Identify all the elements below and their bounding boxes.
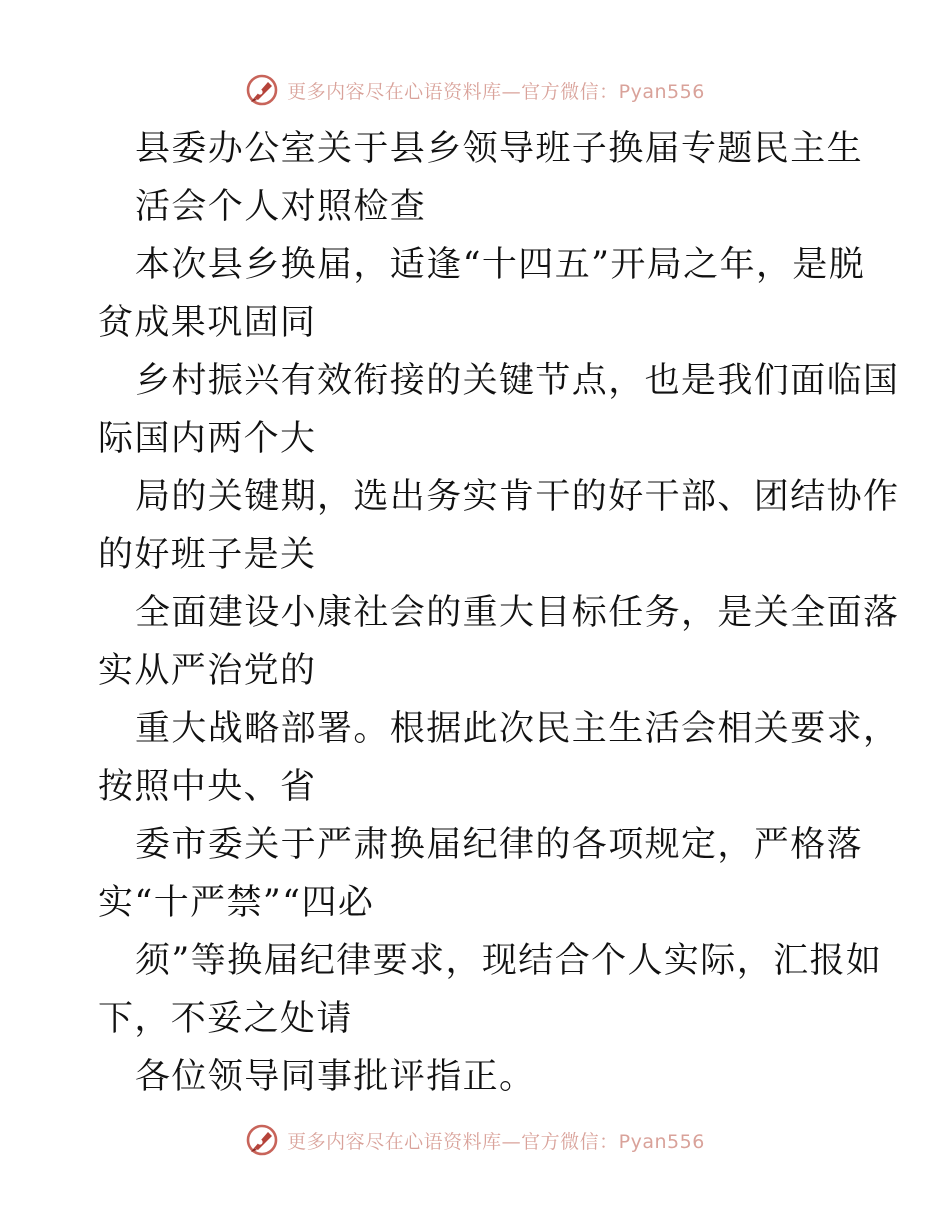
header-watermark <box>0 70 950 110</box>
paragraph-line: 委市委关于严肃换届纪律的各项规定，严格落 <box>135 825 864 865</box>
document-body <box>98 120 900 1106</box>
watermark-account: Pyan556 <box>618 80 705 103</box>
paragraph-line: 际国内两个大 <box>98 419 317 459</box>
paragraph-line: 下，不妥之处请 <box>98 999 353 1039</box>
paragraph-line: 重大战略部署。根据此次民主生活会相关要求， <box>135 709 900 749</box>
paragraph-line: 实从严治党的 <box>98 651 317 691</box>
paragraph-line: 乡村振兴有效衔接的关键节点，也是我们面临国 <box>135 361 900 401</box>
paragraph-line: 局的关键期，选出务实肯干的好干部、团结协作 <box>135 477 900 517</box>
footer-watermark <box>0 1120 950 1160</box>
paragraph-line: 本次县乡换届，适逢“十四五”开局之年，是脱 <box>135 245 866 285</box>
document-title-line: 活会个人对照检查 <box>135 187 427 227</box>
watermark-text <box>287 77 705 104</box>
paragraph-line: 实“十严禁”“四必 <box>98 883 375 923</box>
quill-pen-logo-icon <box>245 73 279 107</box>
watermark-text <box>287 1127 705 1154</box>
watermark-account: Pyan556 <box>618 1130 705 1153</box>
paragraph-line: 的好班子是关 <box>98 535 317 575</box>
paragraph-line: 须”等换届纪律要求，现结合个人实际，汇报如 <box>135 941 883 981</box>
paragraph-line: 贫成果巩固同 <box>98 303 317 343</box>
paragraph-line: 全面建设小康社会的重大目标任务，是关全面落 <box>135 593 900 633</box>
quill-pen-logo-icon <box>245 1123 279 1157</box>
paragraph-line: 按照中央、省 <box>98 767 317 807</box>
watermark-label: 更多内容尽在心语资料库—官方微信： <box>287 80 619 103</box>
paragraph-line: 各位领导同事批评指正。 <box>135 1057 536 1097</box>
watermark-label: 更多内容尽在心语资料库—官方微信： <box>287 1130 619 1153</box>
document-title-line: 县委办公室关于县乡领导班子换届专题民主生 <box>135 129 864 169</box>
